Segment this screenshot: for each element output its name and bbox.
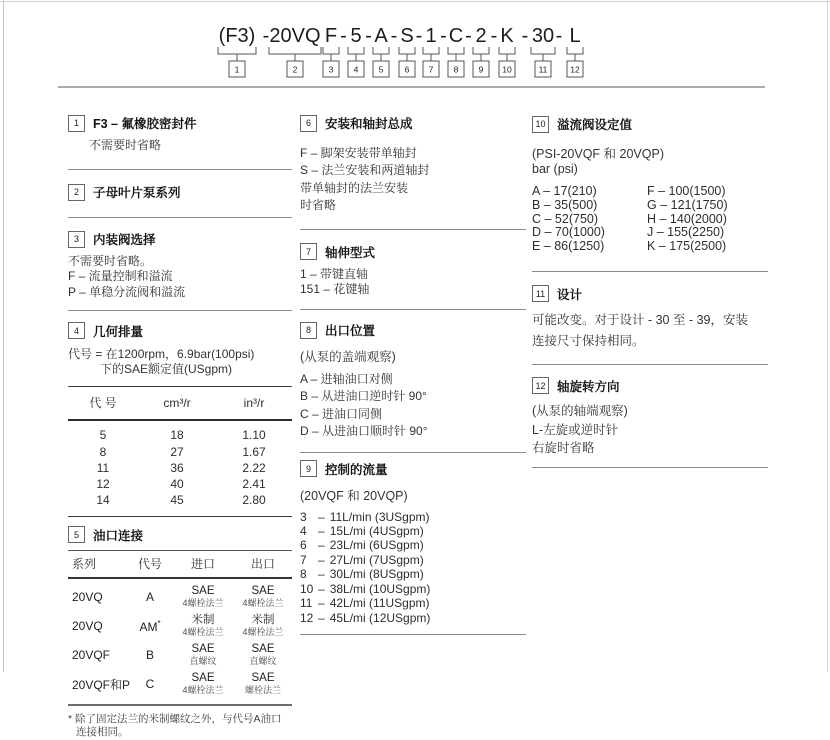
divider: [300, 229, 526, 230]
port-detail: 4螺栓法兰: [182, 598, 224, 609]
table-cell: 2.41: [242, 477, 266, 492]
index-number: 8: [453, 64, 459, 75]
footnote-line: * 除了固定法兰的米制螺纹之外，与代号A油口: [68, 712, 282, 725]
section-10-subtitle2: bar (psi): [532, 162, 578, 176]
header-divider: [58, 86, 765, 88]
section-6-index-box: 6: [300, 115, 317, 132]
outlet-cell: [234, 672, 292, 696]
series-cell: 20VQF和P: [72, 677, 131, 692]
relief-setting: F – 100(1500): [647, 184, 726, 198]
code-cell: C: [145, 677, 155, 692]
flow-desc: 45L/mi (12USgpm): [329, 610, 431, 625]
bracket-line: [473, 47, 489, 61]
section-9-heading: 控制的流量: [325, 462, 388, 477]
flow-code: 4: [300, 524, 307, 539]
section-10-subtitle1: (PSI-20VQF 和 20VQP): [532, 147, 664, 161]
relief-settings-left: [532, 185, 647, 254]
section-7-heading: 轴伸型式: [325, 245, 376, 260]
code-segment-label: 20VQ: [269, 25, 321, 47]
table-row: [68, 583, 292, 612]
option-line: A – 进轴油口对侧: [300, 372, 393, 387]
flow-desc: 27L/mi (7USgpm): [329, 552, 424, 567]
divider: [300, 452, 526, 453]
port-type: SAE: [191, 643, 215, 656]
series-cell: 20VQ: [72, 590, 103, 605]
series-cell: 20VQ: [72, 619, 103, 634]
column-header: 代 号: [68, 387, 138, 421]
relief-setting: E – 86(1250): [532, 239, 605, 254]
port-type: SAE: [251, 672, 275, 685]
divider: [68, 217, 292, 218]
table-row: [68, 492, 292, 516]
flow-option: [300, 553, 526, 567]
flow-code: 6: [300, 538, 307, 553]
code-separator: -: [390, 25, 398, 47]
table-row: [68, 460, 292, 476]
table-cell: 8: [99, 444, 107, 459]
flow-option: [300, 596, 526, 610]
port-type: SAE: [251, 643, 275, 656]
divider: [68, 169, 292, 170]
dash: –: [318, 581, 325, 596]
bracket-line: [348, 47, 364, 61]
index-number: 3: [328, 64, 334, 75]
series-cell: 20VQF: [72, 648, 111, 663]
code-segment-label: S: [400, 25, 414, 47]
section-11-index-box: 11: [532, 285, 549, 302]
table-row: [68, 612, 292, 641]
dash: –: [318, 552, 325, 567]
code-separator: -: [340, 25, 347, 47]
section-10-index-box: 10: [532, 116, 549, 133]
section-1-title: [68, 114, 292, 132]
flow-desc: 15L/mi (4USgpm): [329, 524, 424, 539]
code-segment-label: 1: [425, 25, 437, 47]
bracket-line: [269, 47, 321, 61]
section-9-subtitle: (20VQF 和 20VQP): [300, 488, 408, 503]
flow-code: 11: [300, 596, 313, 611]
code-separator: -: [490, 25, 498, 47]
ports-table-body: [68, 579, 292, 706]
dash: –: [318, 524, 325, 539]
section-4-index-box: 4: [68, 322, 85, 339]
section-3-index-box: 3: [68, 231, 85, 248]
code-segment-label: F: [324, 25, 338, 47]
port-type: SAE: [191, 585, 215, 598]
flow-code: 10: [300, 581, 314, 596]
bracket-line: [373, 47, 389, 61]
flow-desc: 30L/mi (8USgpm): [329, 567, 424, 582]
bracket-line: [218, 47, 256, 61]
relief-setting: C – 52(750): [532, 211, 599, 226]
bracket-line: [323, 47, 339, 61]
inlet-cell: [172, 614, 234, 638]
table-row: [68, 420, 292, 443]
index-number: 7: [428, 64, 434, 75]
code-segment-label: 2: [475, 25, 487, 47]
flow-desc: 23L/mi (6USgpm): [329, 538, 424, 553]
table-cell: 18: [170, 428, 184, 443]
code-separator: -: [555, 25, 563, 47]
section-7-title: [300, 243, 526, 261]
outlet-cell: [234, 585, 292, 609]
column-header: 代号: [137, 556, 162, 571]
code-separator: -: [440, 25, 447, 47]
option-line: D – 从进油口顺时针 90°: [300, 424, 428, 439]
section-3-heading: 内装阀选择: [93, 233, 156, 248]
section-8-title: [300, 321, 526, 339]
code-cell: AM*: [139, 618, 161, 634]
section-10-title: [532, 115, 768, 133]
flow-option: [300, 567, 526, 581]
section-12-text: [532, 402, 768, 458]
column-header: 出口: [250, 556, 275, 571]
flow-code: 12: [300, 610, 314, 625]
flow-option: [300, 582, 526, 596]
page-border-right: [827, 0, 828, 672]
rotation-line: L-左旋或逆时针: [532, 422, 619, 437]
table-row: [68, 444, 292, 460]
flow-desc: 42L/mi (11USgpm): [329, 596, 430, 611]
section-9-index-box: 9: [300, 460, 317, 477]
inlet-cell: [172, 585, 234, 609]
table-row: [68, 670, 292, 699]
table-cell: 1.10: [242, 428, 266, 443]
section-2-index-box: 2: [68, 184, 85, 201]
design-note-line: 连接尺寸保持相同。: [532, 334, 645, 349]
code-separator: -: [415, 25, 423, 47]
table-cell: 36: [170, 460, 184, 475]
option-line: F – 脚架安装带单轴封: [300, 146, 417, 160]
dash: –: [318, 538, 325, 553]
port-detail: 螺栓法兰: [244, 685, 281, 696]
dash: –: [318, 509, 325, 524]
bracket-line: [567, 47, 583, 61]
section-5-index-box: 5: [68, 526, 85, 543]
option-line: B – 从进油口逆时针 90°: [300, 389, 427, 404]
option-line: F – 流量控制和溢流: [68, 269, 173, 284]
port-type: 米制: [191, 614, 215, 627]
option-line: S – 法兰安装和两道轴封: [300, 163, 430, 178]
section-12-heading: 轴旋转方向: [557, 379, 620, 394]
table-cell: 12: [96, 477, 110, 492]
relief-setting: J – 155(2250): [647, 225, 725, 240]
bracket-line: [499, 47, 515, 61]
section-5-title: [68, 526, 292, 544]
bracket-line: [448, 47, 464, 61]
code-segment-label: 30: [531, 25, 555, 47]
option-line: 151 – 花键轴: [300, 281, 370, 296]
bracket-line: [423, 47, 439, 61]
code-segment-label: (F3): [218, 25, 256, 47]
column-header: cm³/r: [138, 387, 216, 421]
rotation-line: (从泵的轴端观察): [532, 403, 628, 418]
relief-setting: A – 17(210): [532, 184, 597, 198]
table-cell: 14: [96, 493, 110, 508]
section-9-title: [300, 460, 526, 478]
flow-option: [300, 524, 526, 538]
section-6-heading: 安装和轴封总成: [325, 117, 413, 131]
page-border-left: [3, 0, 4, 672]
ports-table-header: [68, 550, 292, 579]
section-4-line1: 代号 = 在1200rpm，6.9bar(100psi): [68, 346, 255, 361]
port-type: SAE: [191, 672, 215, 685]
port-type: 米制: [251, 614, 275, 627]
section-8-options: [300, 371, 526, 441]
divider: [532, 271, 768, 272]
section-4-heading: 几何排量: [93, 324, 144, 339]
inlet-cell: [172, 643, 234, 667]
section-12-index-box: 12: [532, 377, 549, 394]
index-number: 4: [353, 64, 359, 75]
index-number: 6: [404, 64, 410, 75]
code-segment-label: L: [569, 25, 581, 47]
ports-table: [68, 550, 292, 706]
model-code-diagram: [0, 0, 830, 90]
index-number: 1: [234, 64, 240, 75]
table-cell: 2.80: [242, 493, 266, 508]
table-cell: 11: [96, 460, 110, 475]
relief-setting: D – 70(1000): [532, 225, 605, 240]
option-line: C – 进油口同侧: [300, 406, 383, 421]
table-cell: 2.22: [242, 460, 266, 475]
inlet-cell: [172, 672, 234, 696]
index-number: 5: [378, 64, 384, 75]
table-row: [68, 476, 292, 492]
index-number: 9: [478, 64, 484, 75]
port-detail: 4螺栓法兰: [242, 598, 284, 609]
dash: –: [318, 567, 325, 582]
outlet-cell: [234, 614, 292, 638]
column-middle: [300, 108, 526, 635]
design-note-line: 可能改变。对于设计 - 30 至 - 39，安装: [532, 312, 748, 327]
rotation-line: 右旋时省略: [532, 441, 595, 456]
column-header: 进口: [190, 556, 215, 571]
footnote-line: 连接相同。: [76, 726, 129, 739]
index-number: 10: [502, 64, 512, 75]
option-line: 1 – 带键直轴: [300, 266, 369, 281]
relief-setting: G – 121(1750): [647, 197, 728, 212]
section-5-heading: 油口连接: [93, 528, 144, 543]
index-number: 12: [570, 64, 580, 75]
table-cell: 1.67: [242, 444, 266, 459]
code-cell: B: [145, 648, 154, 663]
port-type: SAE: [251, 585, 275, 598]
code-separator: -: [262, 25, 270, 47]
outlet-cell: [234, 643, 292, 667]
displacement-table: [68, 386, 292, 516]
dash: –: [318, 610, 325, 625]
port-detail: 4螺栓法兰: [182, 627, 224, 638]
code-segment-label: K: [500, 25, 514, 47]
flow-desc: 11L/min (3USgpm): [329, 509, 430, 524]
column-left: [68, 108, 292, 740]
relief-settings-right: [647, 185, 728, 254]
table-cell: 5: [99, 428, 107, 443]
section-4-title: [68, 322, 292, 340]
section-3-options: [68, 254, 292, 300]
section-1-heading: F3 – 氟橡胶密封件: [93, 117, 197, 131]
section-7-index-box: 7: [300, 243, 317, 260]
divider: [532, 467, 768, 468]
section-11-heading: 设计: [557, 287, 583, 302]
section-4-line2: 下的SAE额定值(USgpm): [100, 362, 233, 377]
bracket-line: [531, 47, 555, 61]
code-separator: -: [365, 25, 372, 47]
section-12-title: [532, 377, 768, 395]
flow-code: 7: [300, 552, 307, 567]
section-8-heading: 出口位置: [325, 324, 376, 339]
code-cell: A: [145, 590, 154, 605]
section-6-options: [300, 145, 526, 215]
code-segment-label: 5: [350, 25, 362, 47]
flow-option: [300, 510, 526, 524]
ports-footnote: [68, 713, 292, 740]
section-2-heading: 子母叶片泵系列: [93, 186, 181, 201]
section-11-text: [532, 310, 768, 353]
code-segment-label: A: [374, 25, 388, 47]
bracket-line: [399, 47, 415, 61]
code-separator: -: [521, 25, 529, 47]
relief-settings: [532, 185, 768, 254]
index-number: 11: [538, 64, 548, 75]
table-cell: 45: [170, 493, 184, 508]
displacement-table-header: [68, 387, 292, 421]
option-line: P – 单稳分流阀和溢流: [68, 284, 186, 299]
section-7-options: [300, 267, 526, 297]
section-2-title: [68, 183, 292, 201]
section-3-title: [68, 230, 292, 248]
port-detail: 4螺栓法兰: [242, 627, 284, 638]
section-1-note: 不需要时省略: [89, 138, 162, 152]
option-line: 时省略: [300, 198, 337, 213]
section-10-heading: 溢流阀设定值: [557, 118, 633, 132]
divider: [300, 309, 526, 310]
flow-desc: 38L/mi (10USgpm): [329, 581, 431, 596]
table-row: [68, 641, 292, 670]
column-header: 系列: [72, 556, 97, 571]
section-8-subtitle: (从泵的盖端观察): [300, 350, 396, 365]
table-cell: 27: [170, 444, 184, 459]
section-9-flow-list: [300, 510, 526, 625]
relief-setting: B – 35(500): [532, 197, 598, 212]
relief-setting: H – 140(2000): [647, 211, 727, 226]
section-8-index-box: 8: [300, 322, 317, 339]
column-header: in³/r: [216, 387, 292, 421]
option-line: 不需要时省略。: [68, 254, 153, 269]
section-1-index-box: 1: [68, 115, 85, 132]
divider: [532, 364, 768, 365]
port-detail: 直螺纹: [249, 656, 277, 667]
flow-option: [300, 538, 526, 552]
table-cell: 40: [170, 477, 184, 492]
section-11-title: [532, 285, 768, 303]
relief-setting: K – 175(2500): [647, 239, 727, 254]
port-detail: 直螺纹: [189, 656, 217, 667]
code-separator: -: [465, 25, 472, 47]
flow-code: 3: [300, 509, 307, 524]
section-6-title: [300, 114, 526, 132]
code-segment-label: C: [448, 25, 464, 47]
index-number: 2: [292, 64, 298, 75]
dash: –: [318, 596, 325, 611]
divider: [68, 310, 292, 311]
divider: [300, 634, 526, 635]
port-detail: 4螺栓法兰: [182, 685, 224, 696]
flow-option: [300, 611, 526, 625]
column-right: [532, 108, 768, 468]
flow-code: 8: [300, 567, 307, 582]
option-line: 带单轴封的法兰安装: [300, 180, 409, 195]
